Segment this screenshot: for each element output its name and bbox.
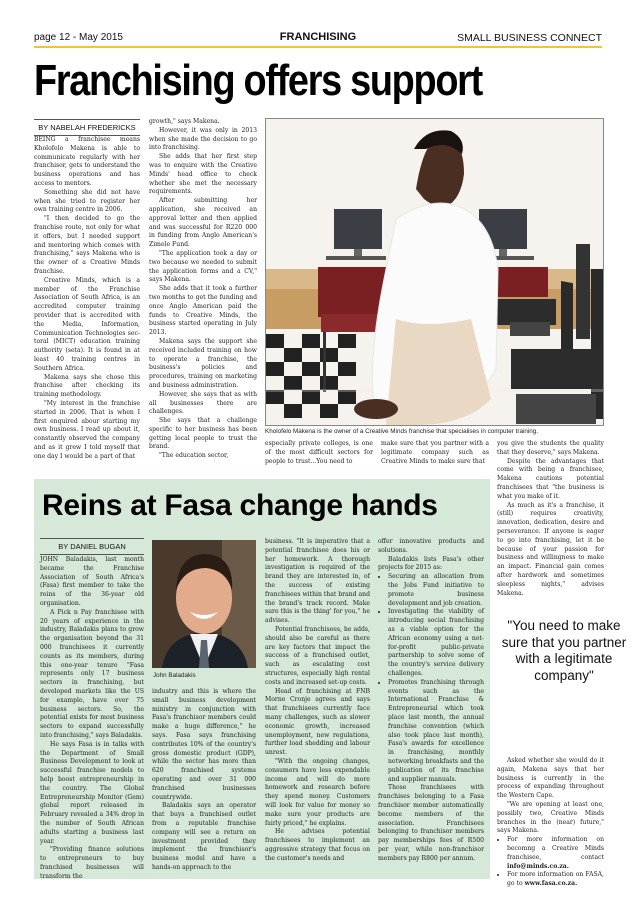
section-name: FRANCHISING [279, 31, 357, 43]
paragraph: you give the students the quality that they deserve," says Makena. [497, 440, 604, 456]
paragraph: Head of franchising at FNB Morne Cronje agrees and says that franchisees currently face many challenges, such as slower economic growth, increased unemployment, new regulations, further load shedding and labour unrest. [265, 687, 370, 757]
article1-photo [265, 118, 604, 426]
paragraph: Makena says she chose this franchise after checking its training methodology. [34, 373, 140, 399]
john-baladakis-portrait-image [152, 540, 256, 668]
paragraph: However, she says that as with all businesses there are challenges. [149, 390, 257, 416]
paragraph: JOHN Baladakis, last month became the Franchise Association of South Africa's (Fasa) first member to take the reins of the 36-year old organisation. [40, 556, 144, 607]
paragraph: However, it was only in 2013 when she made the decision to go into franchising. [149, 126, 257, 152]
paragraph: Asked whether she would do it again, Makena says that her business is currently in the process of expanding throughout the Western Cape. [497, 757, 604, 800]
bullet-item: • Investigating the viability of introducing social franchising as a viable option for the African economy using a not-for-profit public-private partnership to solve some of the country's service delivery challenges. [388, 608, 484, 678]
paragraph: She adds that her first step was to enquire with the Creative Minds' head office to check whether she met the necessary requirements. [149, 153, 257, 196]
article2-byline: BY DANIEL BUGAN [40, 538, 144, 555]
page-number: page 12 - May 2015 [34, 32, 123, 43]
article2-headline: Reins at Fasa change hands [42, 489, 438, 522]
paragraph: A Pick n Pay franchisee with 20 years of experience in the industry, Baladakis plans to grow the organisation beyond the 31 000 franchisees it currently counts as its members, during this one-year tenure "Fasa represents only 17 business sectors in franchising, but developed markets like the US for example, have over 75 business sectors. So, the potential exists for most business sectors to expand successfully into franchising," says Baladakis. [40, 608, 144, 739]
paragraph: industry and this is where the small business development ministry in conjunction with Fasa's franchisor members could make a huge difference," he says. Fasa says franchising contributes 10% of the country's gross domestic product (GDP), while the sector has more than 620 franchised systems operating and over 31 000 franchised businesses countrywide. [152, 688, 256, 801]
paragraph: She adds that it took a further two months to get the funding and once Anglo American paid the funds to Creative Minds, the business started operating in July 2013. [149, 285, 257, 337]
bullet-text: For more information on FASA, go to [507, 871, 604, 888]
article1-column-4 [381, 440, 489, 466]
article2-column-4 [378, 538, 484, 863]
paragraph: Despite the advantages that come with being a franchisee, Makena cautions potential franchisees that "the business is what you make of it. [497, 457, 604, 500]
woman-at-computer-lab-image [266, 119, 603, 425]
paragraph: "The education sector, [159, 452, 229, 460]
website-link[interactable]: www.fasa.co.za. [524, 880, 578, 888]
bullet-item [507, 836, 604, 871]
pull-quote: "You need to make sure that you partner with a legitimate company" [501, 618, 627, 683]
email-link[interactable]: info@minds.co.za. [507, 862, 569, 870]
article1-column-5 [497, 440, 604, 598]
publication-name: SMALL BUSINESS CONNECT [457, 32, 602, 44]
paragraph: Makena says the support she received included training on how to operate a franchise, the business's policies and procedures, training on marketing and business administration. [149, 337, 257, 389]
paragraph: "My interest in the franchise started in 2006. That is when I first enquired abour starting my own business. I read up about it, constantly observed the company and as it grew I told myself that one day I would be a part of that [34, 399, 140, 460]
article2-photo-caption: John Baladakis [153, 672, 196, 679]
paragraph: Baladakis lists Fasa's other projects for 2015 as: [378, 555, 484, 572]
bullet-item: • Securing an allocation from the Jobs Fund initiative to promote business development and job creation. [388, 573, 484, 608]
paragraph: He advises potential franchisees to implement an aggressive strategy that focus on the customer's needs and [265, 828, 370, 862]
article2-column-2 [152, 688, 256, 873]
paragraph: Something she did not have when she tried to register her own training centre in 2006. [34, 188, 140, 214]
bullet-item [507, 871, 604, 889]
paragraph: growth," says Makena. [149, 118, 220, 125]
paragraph: "With the ongoing changes, consumers have less expendable income and will do more homework and research before they spend money. Customers will look for value for money so make sure your products are fairly priced," he explains. [265, 757, 370, 827]
page-header [34, 30, 602, 48]
paragraph: "We are opening at least one, possibly two, Creative Minds branches in the (near) future," says Makena. [497, 800, 604, 835]
paragraph: Potential franchisees, he adds, should also be careful as there are key factors that impact the success of a franchised outlet, such as escalating cost structures, especially high rental costs and increased set-up costs. [265, 625, 370, 686]
paragraph: "Providing finance solutions to entrepreneurs to buy franchised businesses will transform the [40, 846, 144, 880]
paragraph: offer innovative products and solutions. [378, 538, 484, 554]
article2-photo [152, 540, 256, 668]
projects-bullet-list [378, 573, 484, 784]
bullet-text: For more information on becomng a Creative Minds franchisee, contact [507, 836, 604, 861]
article1-byline: BY NABELAH FREDERICKS [34, 119, 140, 136]
article1-column-1 [34, 136, 140, 461]
article2-column-3 [265, 538, 370, 863]
bullet-item: • Promotes franchising through events such as the International Franchise & Entrepreneurial which took place last month, the annual franchise convention (which also took place last month), Fasa's awards for excellence in franchising, monthly networking breakfasts and the publication of its franchise and supplier manuals. [388, 679, 484, 785]
paragraph: business. "It is imperative that a potential franchisee does his or her homework. A thorough investigation is required of the brand they are interested in, of the success of existing franchisees within that brand and the brand's track record. Make sure this is the thing' for you," he advises. [265, 538, 370, 625]
paragraph: Creative Minds, which is a member of the Franchise Association of South Africa, is an accredited computer training provider that is accredited with the Media, Information, Communication Technologies sec-toral (MICT) education training authority (seta). It is found in at least 40 training centres in Southern Africa. [34, 276, 140, 372]
paragraph: After submitting her application, she received an approval letter and then applied and was successful for R220 000 in funding from Anglo American's Zimele Fund. [149, 197, 257, 249]
paragraph: "I then decided to go the franchise route, not only for what it offers, but I needed support and mentoring which comes with franchising," says Makena who is the owner of a Creative Minds franchise. [34, 215, 140, 275]
article2-column-1 [40, 556, 144, 881]
article1-column-3 [265, 440, 373, 466]
paragraph: "The application took a day or two because we needed to submit the application forms and a CV," says Makena. [149, 249, 257, 284]
paragraph: especially private colleges, is one of the most difficult sectors for people to trust...You need to [265, 440, 373, 465]
paragraph: As much as it's a franchise, it (still) requires creativity, innovation, dedication, desire and perseverance. If anyone is eager to go into franchising, let it be because of your passion for business and willingness to make an impact. Financial gain comes after hardwork and sometimes sleepless nights," advises Makena. [497, 501, 604, 597]
info-bullet-list [497, 836, 604, 889]
paragraph: Baladakis says an operator that buys a franchised outlet from a reputable franchise company will see a return on investment provided they implement the franchisor's business model and have a hands-on approach to the [152, 802, 256, 871]
paragraph: BEING a franchisee means Kholofelo Makena is able to communicate regularly with her franchisor, gets to understand the business operations and has access to mentors. [34, 136, 140, 187]
article1-headline: Franchising offers support [34, 56, 482, 105]
paragraph: He says Fasa is in talks with the Department of Small Business Development to look at successful franchise models to help boost entrepreneurship in the country. The Global Entrepreneurship Monitor (Gem) global report released in February revealed a 34% drop in the number of South African adults starting a business last year. [40, 740, 144, 845]
paragraph: make sure that you partner with a legitimate company such as Creative Minds to make sure that [381, 440, 489, 465]
paragraph: She says that a challenge specific to her business has been getting local people to trust the brand. [149, 417, 257, 451]
article1-photo-caption: Kholofelo Makena is the owner of a Creative Minds franchise that specialises in computer training. [265, 428, 539, 435]
article1-column-5b [497, 757, 604, 889]
article1-column-2 [149, 118, 257, 461]
paragraph: Those franchisees with franchises belonging to a Fasa franchisor member automatically become members of the association. Franchisees belonging to franchisor members pay memberships fees of R500 per year, while non-franchisor members pay R800 per annum. [378, 784, 484, 862]
